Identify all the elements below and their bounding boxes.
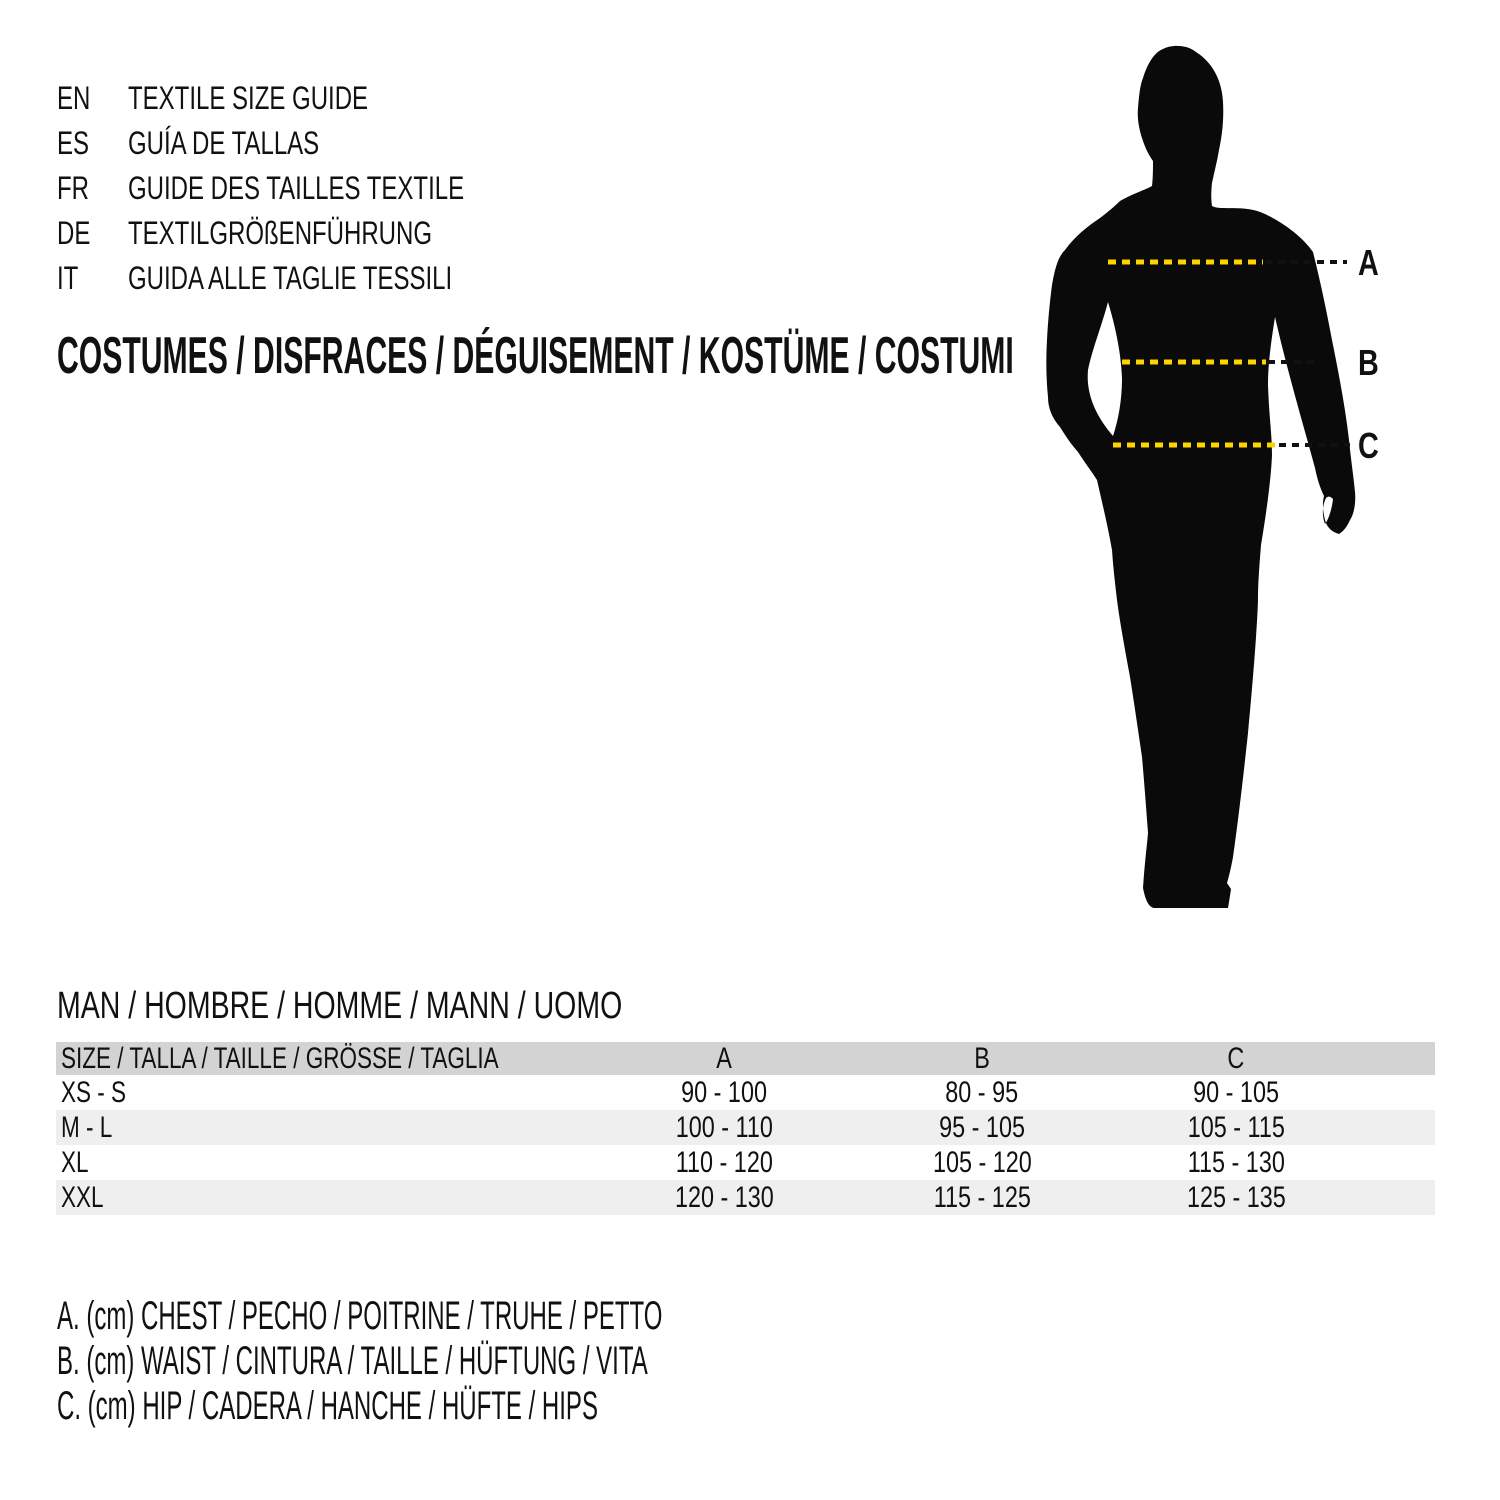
lang-row-it bbox=[57, 256, 576, 301]
cell-a: 110 - 120 bbox=[675, 1145, 773, 1179]
lang-row-es bbox=[57, 121, 576, 166]
lang-code: DE bbox=[57, 215, 91, 251]
cell-c: 90 - 105 bbox=[1193, 1075, 1279, 1109]
measure-label-c: C bbox=[1358, 424, 1379, 466]
header-c: C bbox=[1227, 1041, 1245, 1075]
table-row-xs-s bbox=[56, 1075, 1435, 1110]
legend-row-chest: A. (cm) CHEST / PECHO / POITRINE / TRUHE / PETTO bbox=[57, 1294, 663, 1338]
lang-row-fr bbox=[57, 166, 576, 211]
measure-label-a: A bbox=[1358, 241, 1379, 283]
measure-label-b: B bbox=[1358, 341, 1379, 383]
cell-a: 90 - 100 bbox=[681, 1075, 767, 1109]
lang-label: GUIDA ALLE TAGLIE TESSILI bbox=[128, 260, 453, 296]
measurement-figure bbox=[1020, 40, 1400, 920]
section-title bbox=[57, 986, 811, 1026]
cell-a: 100 - 110 bbox=[675, 1110, 773, 1144]
cell-a: 120 - 130 bbox=[674, 1180, 774, 1214]
header-size: SIZE / TALLA / TAILLE / GRÖSSE / TAGLIA bbox=[61, 1041, 499, 1075]
measurement-legend bbox=[57, 1294, 1066, 1429]
lang-code: FR bbox=[57, 170, 89, 206]
cell-b: 80 - 95 bbox=[945, 1075, 1019, 1109]
lang-code: EN bbox=[57, 80, 91, 116]
lang-label: GUIDE DES TAILLES TEXTILE bbox=[128, 170, 465, 206]
table-row-m-l bbox=[56, 1110, 1435, 1145]
size-table bbox=[56, 1042, 1435, 1215]
cell-b: 95 - 105 bbox=[939, 1110, 1025, 1144]
cell-size: XS - S bbox=[61, 1075, 127, 1109]
header-a: A bbox=[716, 1041, 732, 1075]
lang-label: GUÍA DE TALLAS bbox=[128, 125, 320, 161]
lang-row-de bbox=[57, 211, 576, 256]
section-title-text: MAN / HOMBRE / HOMME / MANN / UOMO bbox=[57, 985, 623, 1027]
cell-size: XL bbox=[61, 1145, 89, 1179]
legend-row-hip: C. (cm) HIP / CADERA / HANCHE / HÜFTE / HIPS bbox=[57, 1384, 598, 1428]
cell-b: 115 - 125 bbox=[933, 1180, 1031, 1214]
header-b: B bbox=[974, 1041, 990, 1075]
language-list bbox=[57, 76, 576, 301]
table-row-xl bbox=[56, 1145, 1435, 1180]
man-silhouette bbox=[1046, 46, 1355, 908]
cell-size: XXL bbox=[61, 1180, 104, 1214]
cell-b: 105 - 120 bbox=[932, 1145, 1032, 1179]
cell-size: M - L bbox=[61, 1110, 113, 1144]
man-silhouette-svg bbox=[1020, 40, 1400, 920]
lang-label: TEXTILE SIZE GUIDE bbox=[128, 80, 369, 116]
legend-row-waist: B. (cm) WAIST / CINTURA / TAILLE / HÜFTUNG / VITA bbox=[57, 1339, 648, 1383]
lang-code: ES bbox=[57, 125, 90, 161]
lang-label: TEXTILGRÖßENFÜHRUNG bbox=[128, 215, 433, 251]
cell-c: 115 - 130 bbox=[1187, 1145, 1285, 1179]
lang-code: IT bbox=[57, 260, 79, 296]
table-header-row bbox=[56, 1042, 1435, 1075]
category-heading-text: COSTUMES / DISFRACES / DÉGUISEMENT / KOSTÜME / COSTUMI bbox=[57, 327, 1014, 385]
cell-c: 105 - 115 bbox=[1187, 1110, 1285, 1144]
cell-c: 125 - 135 bbox=[1186, 1180, 1286, 1214]
lang-row-en bbox=[57, 76, 576, 121]
table-row-xxl bbox=[56, 1180, 1435, 1215]
